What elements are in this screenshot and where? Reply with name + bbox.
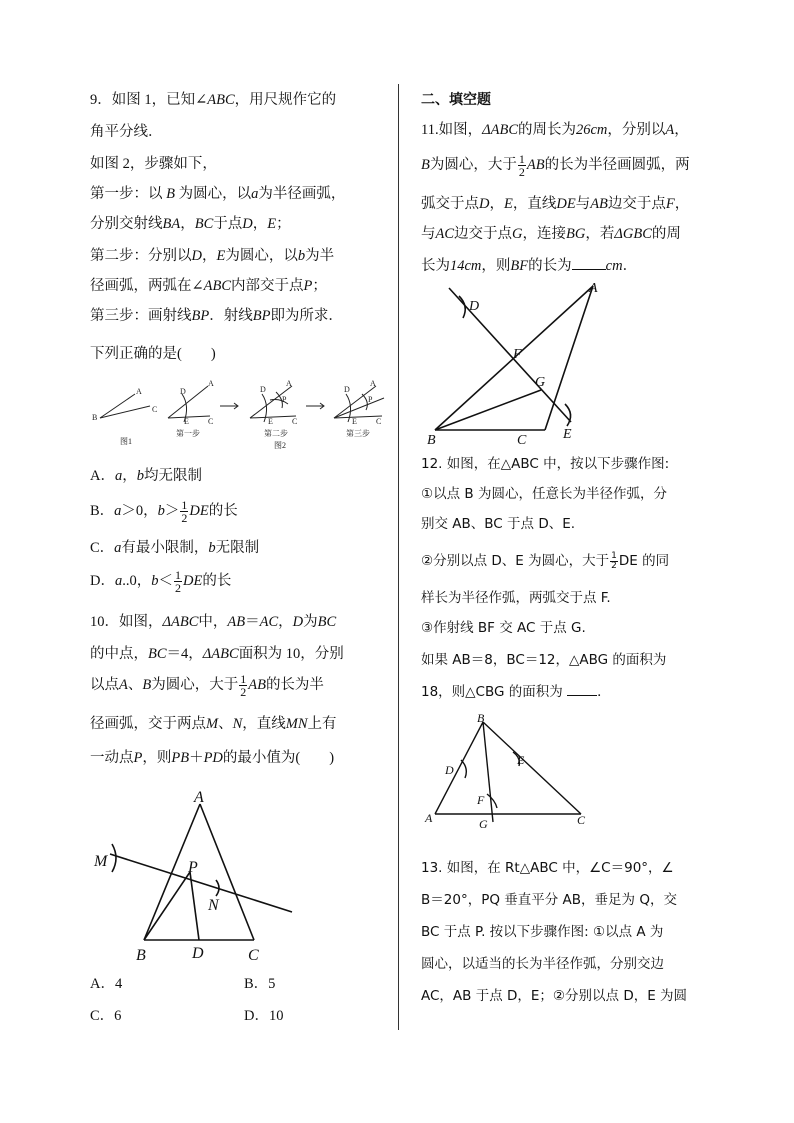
q9-step3-label-d: D bbox=[344, 385, 350, 394]
q11-label-f: F bbox=[513, 347, 522, 362]
q9-prompt: 下列正确的是( ) bbox=[90, 346, 216, 362]
q10-arc-m bbox=[112, 844, 116, 872]
q12-line-5: 样长为半径作弧，两弧交于点 F. bbox=[421, 590, 611, 606]
q11-line-2: B为圆心，大于 $\frac{1}{2}$ AB的长为半径画圆弧，两 bbox=[421, 152, 690, 180]
q11-line-1: 11.如图，ΔABC的周长为26cm，分别以A， bbox=[421, 122, 689, 138]
q12-line-3: 别交 AB、BC 于点 D、E. bbox=[421, 516, 576, 532]
column-divider bbox=[398, 84, 399, 1030]
q11-fraction: $\frac{1}{2}$ bbox=[518, 152, 525, 180]
q12-label-f: F bbox=[477, 793, 485, 807]
q10-fraction: $\frac{1}{2}$ bbox=[240, 672, 247, 700]
q9-step1-ray-ba bbox=[168, 386, 208, 418]
q10-label-b: B bbox=[136, 947, 146, 964]
q9-step2-caption: 第二步 bbox=[264, 429, 288, 438]
q9-fig1-caption: 图1 bbox=[120, 437, 132, 446]
q9-step1-label-a: A bbox=[208, 379, 214, 388]
q12-label-e: E bbox=[517, 753, 525, 767]
q9-step3-label-c: C bbox=[376, 417, 382, 426]
q9-step2-label-a: A bbox=[286, 379, 292, 388]
q12-line-1: 12. 如图，在△ABC 中，按以下步骤作图: bbox=[421, 456, 670, 472]
q11-line-5: 长为14cm，则BF的长为 cm． bbox=[421, 258, 638, 274]
q10-option-a: A．4 bbox=[90, 976, 123, 992]
q9-step1-label-c: C bbox=[208, 417, 214, 426]
q9-step2-label-p: P bbox=[282, 395, 287, 404]
q9-option-d: D．a..0，b＜ $\frac{1}{2}$ DE的长 bbox=[90, 568, 232, 596]
q12-label-a: A bbox=[425, 811, 433, 825]
q10-line-1: 10．如图，ΔABC中，AB＝AC，D为BC bbox=[90, 614, 337, 630]
q9-line-7: 径画弧，两弧在∠ABC内部交于点P； bbox=[90, 278, 327, 294]
q9-option-c: C．a有最小限制，b无限制 bbox=[90, 540, 260, 556]
q9-step1-label-e: E bbox=[184, 417, 189, 426]
q11-line-3: 弧交于点D，E，直线DE与AB边交于点F， bbox=[421, 196, 690, 212]
q12-line-7: 如果 AB＝8，BC＝12，△ABG 的面积为 bbox=[421, 652, 667, 668]
q9-line-1: 9．如图 1，已知∠ABC，用尺规作它的 bbox=[90, 92, 337, 108]
q11-answer-blank[interactable] bbox=[572, 257, 606, 270]
q10-label-d: D bbox=[192, 945, 204, 962]
q13-line-1: 13. 如图，在 Rt△ABC 中，∠C＝90°，∠ bbox=[421, 860, 674, 876]
q10-label-a: A bbox=[194, 789, 204, 806]
q9-line-4: 第一步：以 B 为圆心，以a为半径画弧， bbox=[90, 186, 346, 202]
q12-figure bbox=[421, 712, 601, 832]
q10-line-2: 的中点，BC＝4，ΔABC面积为 10，分别 bbox=[90, 646, 344, 662]
q9-step2-label-e: E bbox=[268, 417, 273, 426]
q9-line-6: 第二步：分别以D，E为圆心，以b为半 bbox=[90, 248, 335, 264]
q9-line-2: 角平分线． bbox=[90, 124, 163, 140]
q12-side-bc bbox=[483, 722, 581, 814]
q9-fig1-label-b: B bbox=[92, 413, 98, 422]
q12-line-8: 18，则△CBG 的面积为 ． bbox=[421, 684, 611, 700]
q9-fig1-label-c: C bbox=[152, 405, 158, 414]
q9-step1-label-d: D bbox=[180, 387, 186, 396]
q10-label-c: C bbox=[248, 947, 259, 964]
q12-line-6: ③作射线 BF 交 AC 于点 G. bbox=[421, 620, 586, 636]
q11-label-g: G bbox=[535, 375, 546, 390]
q12-label-g: G bbox=[479, 817, 488, 831]
q12-label-d: D bbox=[445, 763, 454, 777]
q9-fig1-ray-ba bbox=[100, 394, 135, 418]
q10-line-3: 以点A、B为圆心，大于 $\frac{1}{2}$ AB的长为半 bbox=[90, 672, 324, 700]
q9-option-a: A．a，b均无限制 bbox=[90, 468, 202, 484]
q9-line-3: 如图 2，步骤如下， bbox=[90, 156, 217, 172]
q9-line-5: 分别交射线BA，BC于点D，E； bbox=[90, 216, 291, 232]
q11-figure bbox=[421, 278, 621, 448]
q13-line-3: BC 于点 P. 按以下步骤作图: ①以点 A 为 bbox=[421, 924, 664, 940]
q10-figure bbox=[90, 780, 300, 970]
q11-label-a: A bbox=[589, 281, 598, 296]
q9-line-8: 第三步：画射线BP．射线BP即为所求． bbox=[90, 308, 343, 324]
q12-label-b: B bbox=[477, 712, 485, 725]
q12-fraction: $\frac{1}{2}$ bbox=[611, 550, 617, 571]
q12-line-4: ②分别以点 D、E 为圆心，大于 $\frac{1}{2}$ DE 的同 bbox=[421, 550, 670, 571]
q11-arc-e bbox=[565, 404, 571, 426]
q9-step3-label-e: E bbox=[352, 417, 357, 426]
q9-step3-ray-bp bbox=[334, 398, 384, 418]
q9-fig1-ray-bc bbox=[100, 406, 150, 418]
q10-option-b: B．5 bbox=[244, 976, 276, 992]
q10-side-ac bbox=[200, 804, 254, 940]
q13-line-2: B＝20°，PQ 垂直平分 AB，垂足为 Q，交 bbox=[421, 892, 677, 908]
q11-label-c: C bbox=[517, 433, 527, 448]
q9-step2-label-c: C bbox=[292, 417, 298, 426]
q10-option-c: C．6 bbox=[90, 1008, 122, 1024]
q10-line-mn bbox=[110, 854, 292, 912]
q9-step3-label-a: A bbox=[370, 379, 376, 388]
q10-label-p: P bbox=[188, 859, 198, 876]
q10-line-5: 一动点P，则PB＋PD的最小值为( ) bbox=[90, 750, 335, 766]
q12-ray-bf bbox=[483, 722, 493, 822]
q11-line-4: 与AC边交于点G，连接BG，若ΔGBC的周 bbox=[421, 226, 681, 242]
q13-line-4: 圆心，以适当的长为半径作弧，分别交边 bbox=[421, 956, 664, 972]
q9-step2-label-d: D bbox=[260, 385, 266, 394]
q12-label-c: C bbox=[577, 813, 586, 827]
q12-side-ab bbox=[435, 722, 483, 814]
q11-label-d: D bbox=[469, 299, 480, 314]
q9-figure bbox=[90, 372, 390, 452]
q10-label-m: M bbox=[94, 853, 108, 870]
q12-answer-blank[interactable] bbox=[567, 683, 597, 696]
q9-option-d-fraction: $\frac{1}{2}$ bbox=[174, 568, 181, 596]
q9-step3-ray-bc bbox=[334, 416, 382, 418]
q9-step3-label-p: P bbox=[368, 395, 373, 404]
q9-step2-ray-bc bbox=[250, 416, 296, 418]
q11-segment-bg bbox=[435, 390, 541, 430]
q9-fig1-label-a: A bbox=[136, 387, 142, 396]
q10-option-d: D．10 bbox=[244, 1008, 284, 1024]
q9-step1-ray-bc bbox=[168, 416, 210, 418]
q13-line-5: AC，AB 于点 D，E；②分别以点 D，E 为圆 bbox=[421, 988, 688, 1004]
q9-option-b: B．a＞0，b＞ $\frac{1}{2}$ DE的长 bbox=[90, 498, 238, 526]
q10-label-n: N bbox=[208, 897, 219, 914]
q9-option-b-fraction: $\frac{1}{2}$ bbox=[181, 498, 188, 526]
q9-step1-caption: 第一步 bbox=[176, 429, 200, 438]
section-title: 二、填空题 bbox=[421, 92, 491, 108]
q9-step3-caption: 第三步 bbox=[346, 429, 370, 438]
q12-line-2: ①以点 B 为圆心，任意长为半径作弧，分 bbox=[421, 486, 667, 502]
q11-label-b: B bbox=[427, 433, 436, 448]
q10-line-4: 径画弧，交于两点M、N，直线MN上有 bbox=[90, 716, 337, 732]
q9-fig2-caption: 图2 bbox=[274, 441, 286, 450]
q11-label-e: E bbox=[563, 427, 572, 442]
